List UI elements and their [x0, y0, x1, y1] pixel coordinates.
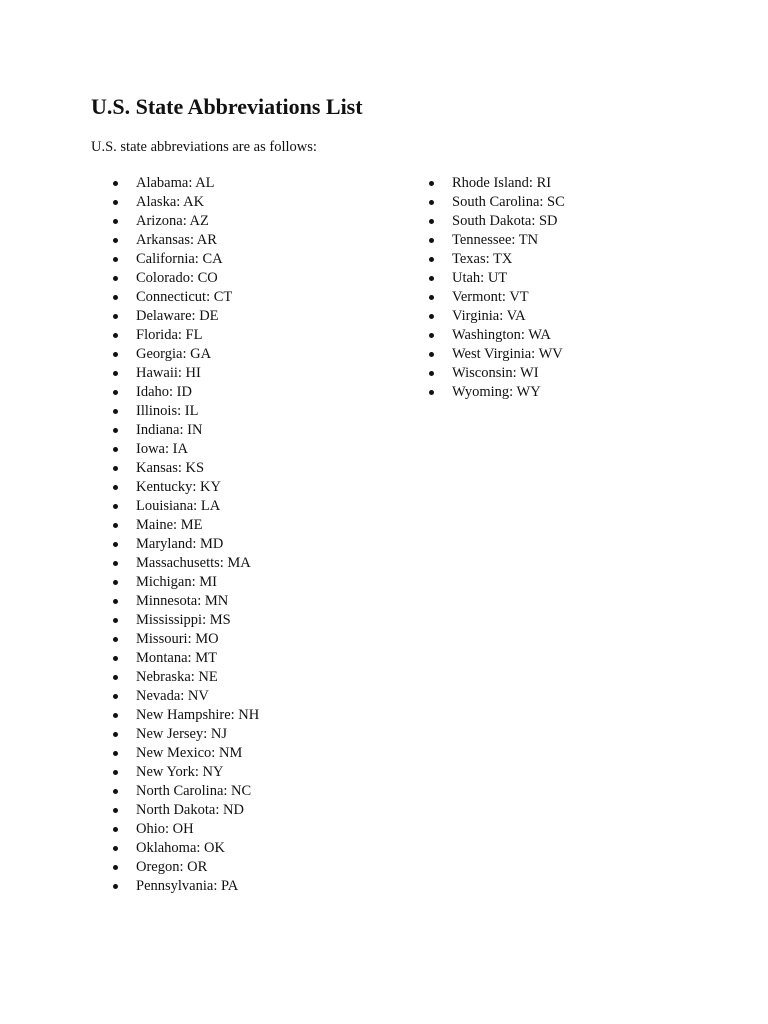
bullet-icon [113, 409, 118, 414]
bullet-icon [429, 219, 434, 224]
list-item-text: West Virginia: WV [452, 346, 563, 362]
list-item-text: Tennessee: TN [452, 232, 539, 248]
list-item-text: Kentucky: KY [136, 479, 221, 495]
intro-paragraph: U.S. state abbreviations are as follows: [91, 139, 317, 155]
bullet-icon [113, 485, 118, 490]
list-item-text: Virginia: VA [452, 308, 526, 324]
list-item [426, 231, 565, 250]
list-item [110, 877, 259, 896]
list-item [110, 744, 259, 763]
list-item [110, 174, 259, 193]
list-item-text: North Carolina: NC [136, 783, 252, 799]
list-item-text: Arkansas: AR [136, 232, 217, 248]
list-item [110, 497, 259, 516]
list-item [426, 326, 565, 345]
bullet-icon [113, 295, 118, 300]
list-item [110, 231, 259, 250]
list-item-text: Louisiana: LA [136, 498, 221, 514]
list-item-text: Florida: FL [136, 327, 203, 343]
bullet-icon [113, 713, 118, 718]
list-item [110, 516, 259, 535]
bullet-icon [113, 352, 118, 357]
list-item [110, 592, 259, 611]
list-item [426, 364, 565, 383]
list-item-text: Maryland: MD [136, 536, 224, 552]
list-item [110, 250, 259, 269]
list-item-text: Colorado: CO [136, 270, 218, 286]
bullet-icon [429, 371, 434, 376]
list-item [110, 668, 259, 687]
list-item-text: Nevada: NV [136, 688, 209, 704]
list-item [426, 307, 565, 326]
bullet-icon [113, 580, 118, 585]
bullet-icon [113, 219, 118, 224]
list-item [426, 345, 565, 364]
list-item-text: Hawaii: HI [136, 365, 201, 381]
bullet-icon [113, 808, 118, 813]
bullet-icon [429, 390, 434, 395]
list-item [426, 212, 565, 231]
bullet-icon [113, 523, 118, 528]
bullet-icon [429, 352, 434, 357]
bullet-icon [113, 732, 118, 737]
bullet-icon [113, 390, 118, 395]
bullet-icon [113, 618, 118, 623]
bullet-icon [113, 637, 118, 642]
list-item [110, 383, 259, 402]
bullet-icon [113, 333, 118, 338]
list-item [426, 250, 565, 269]
bullet-icon [113, 561, 118, 566]
list-item-text: Rhode Island: RI [452, 175, 552, 191]
list-item-text: Montana: MT [136, 650, 217, 666]
list-item-text: Maine: ME [136, 517, 203, 533]
list-item-text: South Dakota: SD [452, 213, 558, 229]
bullet-icon [113, 447, 118, 452]
bullet-icon [113, 428, 118, 433]
bullet-icon [429, 181, 434, 186]
bullet-icon [113, 276, 118, 281]
list-item-text: Vermont: VT [452, 289, 529, 305]
bullet-icon [113, 371, 118, 376]
list-item [110, 554, 259, 573]
list-item [110, 345, 259, 364]
list-item [110, 573, 259, 592]
list-item-text: Alabama: AL [136, 175, 215, 191]
list-item [110, 421, 259, 440]
page-title: U.S. State Abbreviations List [91, 94, 363, 119]
bullet-icon [429, 200, 434, 205]
list-item [110, 706, 259, 725]
list-item-text: Minnesota: MN [136, 593, 229, 609]
bullet-icon [113, 770, 118, 775]
list-item-text: Oregon: OR [136, 859, 208, 875]
list-item [110, 839, 259, 858]
bullet-icon [429, 257, 434, 262]
list-item [110, 307, 259, 326]
bullet-icon [113, 314, 118, 319]
bullet-icon [113, 466, 118, 471]
list-item [110, 478, 259, 497]
bullet-icon [113, 865, 118, 870]
list-item-text: Wisconsin: WI [452, 365, 539, 381]
bullet-icon [113, 789, 118, 794]
list-item-text: Nebraska: NE [136, 669, 218, 685]
list-item [110, 326, 259, 345]
bullet-icon [429, 295, 434, 300]
list-item-text: Mississippi: MS [136, 612, 231, 628]
bullet-icon [113, 884, 118, 889]
list-item-text: North Dakota: ND [136, 802, 244, 818]
list-item-text: Massachusetts: MA [136, 555, 251, 571]
list-item-text: Alaska: AK [136, 194, 205, 210]
list-item [110, 687, 259, 706]
list-item-text: Kansas: KS [136, 460, 205, 476]
list-item-text: Utah: UT [452, 270, 508, 286]
list-item-text: South Carolina: SC [452, 194, 565, 210]
list-item-text: Michigan: MI [136, 574, 217, 590]
list-item-text: Texas: TX [452, 251, 513, 267]
list-item-text: Georgia: GA [136, 346, 212, 362]
bullet-icon [113, 827, 118, 832]
list-item-text: Arizona: AZ [136, 213, 209, 229]
bullet-icon [113, 181, 118, 186]
list-item-text: New Jersey: NJ [136, 726, 228, 742]
list-item [110, 440, 259, 459]
bullet-icon [113, 751, 118, 756]
list-item [110, 402, 259, 421]
list-item-text: Oklahoma: OK [136, 840, 225, 856]
list-item [426, 174, 565, 193]
list-item [426, 288, 565, 307]
bullet-icon [113, 599, 118, 604]
list-item [110, 364, 259, 383]
bullet-icon [113, 846, 118, 851]
list-item-text: Illinois: IL [136, 403, 199, 419]
list-item-text: Missouri: MO [136, 631, 219, 647]
list-item-text: Indiana: IN [136, 422, 203, 438]
list-item [110, 649, 259, 668]
list-item-text: Idaho: ID [136, 384, 192, 400]
list-item-text: Washington: WA [452, 327, 551, 343]
list-item [110, 269, 259, 288]
list-item [110, 858, 259, 877]
list-item-text: Delaware: DE [136, 308, 219, 324]
list-item-text: New Mexico: NM [136, 745, 243, 761]
bullet-icon [113, 200, 118, 205]
bullet-icon [113, 238, 118, 243]
list-item [110, 193, 259, 212]
list-item [426, 193, 565, 212]
list-item [426, 269, 565, 288]
bullet-icon [113, 675, 118, 680]
list-item [110, 725, 259, 744]
bullet-icon [429, 238, 434, 243]
state-list-right [426, 174, 565, 402]
bullet-icon [429, 276, 434, 281]
bullet-icon [113, 694, 118, 699]
list-item [110, 459, 259, 478]
bullet-icon [429, 314, 434, 319]
list-item [110, 763, 259, 782]
bullet-icon [113, 504, 118, 509]
list-item-text: New Hampshire: NH [136, 707, 260, 723]
list-item [110, 611, 259, 630]
list-item-text: Connecticut: CT [136, 289, 233, 305]
bullet-icon [113, 656, 118, 661]
bullet-icon [429, 333, 434, 338]
list-item [110, 288, 259, 307]
state-list-left [110, 174, 259, 896]
list-item [110, 801, 259, 820]
list-item [110, 630, 259, 649]
list-item-text: Pennsylvania: PA [136, 878, 239, 894]
list-item-text: New York: NY [136, 764, 224, 780]
bullet-icon [113, 257, 118, 262]
list-item [110, 535, 259, 554]
list-item [110, 212, 259, 231]
bullet-icon [113, 542, 118, 547]
list-item [426, 383, 565, 402]
list-item-text: Wyoming: WY [452, 384, 541, 400]
list-item-text: California: CA [136, 251, 223, 267]
list-item [110, 820, 259, 839]
list-item-text: Iowa: IA [136, 441, 188, 457]
list-item [110, 782, 259, 801]
list-item-text: Ohio: OH [136, 821, 194, 837]
